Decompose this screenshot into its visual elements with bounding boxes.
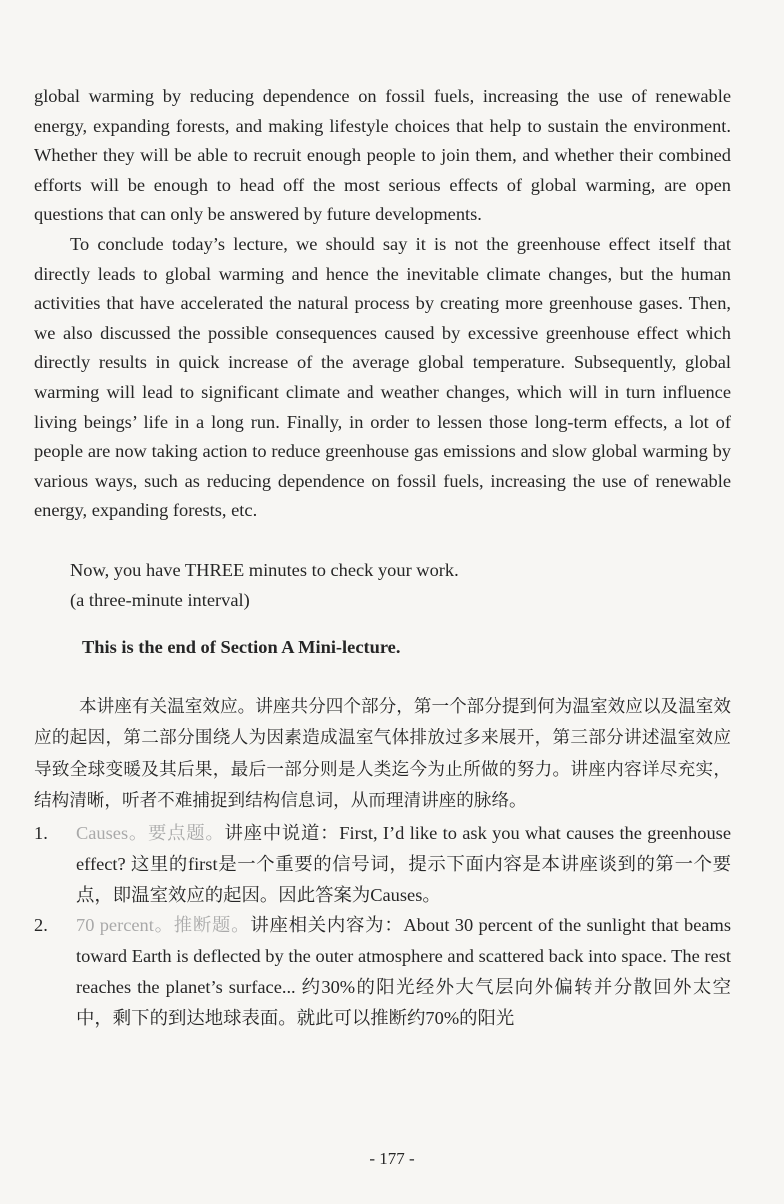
section-end-note: This is the end of Section A Mini-lecture. bbox=[82, 637, 401, 658]
interval-line: (a three-minute interval) bbox=[70, 589, 250, 610]
instruction-line: Now, you have THREE minutes to check your work. bbox=[70, 559, 459, 580]
page-content bbox=[34, 82, 731, 1033]
item-explanation: 讲座相关内容为：About 30 percent of the sunlight that beams toward Earth is deflected by the outer atmosphere and scattered back into space. The rest reaches the planet’s surface... 约30%的阳光经外大气层向外偏转并分散回外太空中，剩下的到达地球表面。就此可以推断约70%的阳光 bbox=[76, 915, 732, 1028]
item-body bbox=[76, 910, 731, 1033]
item-body bbox=[76, 818, 731, 910]
item-answer: Causes。要点题。 bbox=[76, 823, 225, 844]
item-number: 2. bbox=[34, 915, 48, 936]
item-number: 1. bbox=[34, 823, 48, 844]
answer-item-2 bbox=[34, 910, 731, 1033]
item-answer: 70 percent。推断题。 bbox=[76, 915, 251, 936]
chinese-summary: 本讲座有关温室效应。讲座共分四个部分，第一个部分提到何为温室效应以及温室效应的起因，第二部分围绕人为因素造成温室气体排放过多来展开，第三部分讲述温室效应导致全球变暖及其后果，最后一部分则是人类迄今为止所做的努力。讲座内容详尽充实，结构清晰，听者不难捕捉到结构信息词，从而理清讲座的脉络。 bbox=[34, 695, 731, 810]
answer-item-1 bbox=[34, 818, 731, 910]
item-explanation: 讲座中说道：First, I’d like to ask you what causes the greenhouse effect? 这里的first是一个重要的信号词，提示下面内容是本讲座谈到的第一个要点，即温室效应的起因。因此答案为Causes。 bbox=[76, 823, 731, 905]
page-number: - 177 - bbox=[369, 1149, 415, 1168]
paragraph-continuation: global warming by reducing dependence on fossil fuels, increasing the use of renewable energy, expanding forests, and making lifestyle choices that help to sustain the environment. Whether they will be able to recruit enough people to join them, and whether their combined efforts will be enough to head off the most serious effects of global warming, are open questions that can only be answered by future developments. bbox=[34, 86, 731, 225]
paragraph-conclusion: To conclude today’s lecture, we should say it is not the greenhouse effect itself that directly leads to global warming and hence the inevitable climate changes, but the human activities that have accelerated the natural process by creating more greenhouse gases. Then, we also discussed the possible consequences caused by excessive greenhouse effect which directly results in quick increase of the average global temperature. Subsequently, global warming will lead to significant climate and weather changes, which will in turn influence living beings’ life in a long run. Finally, in order to lessen those long-term effects, a lot of people are now taking action to reduce greenhouse gas emissions and slow global warming by various ways, such as reducing dependence on fossil fuels, increasing the use of renewable energy, expanding forests, etc. bbox=[34, 233, 731, 521]
